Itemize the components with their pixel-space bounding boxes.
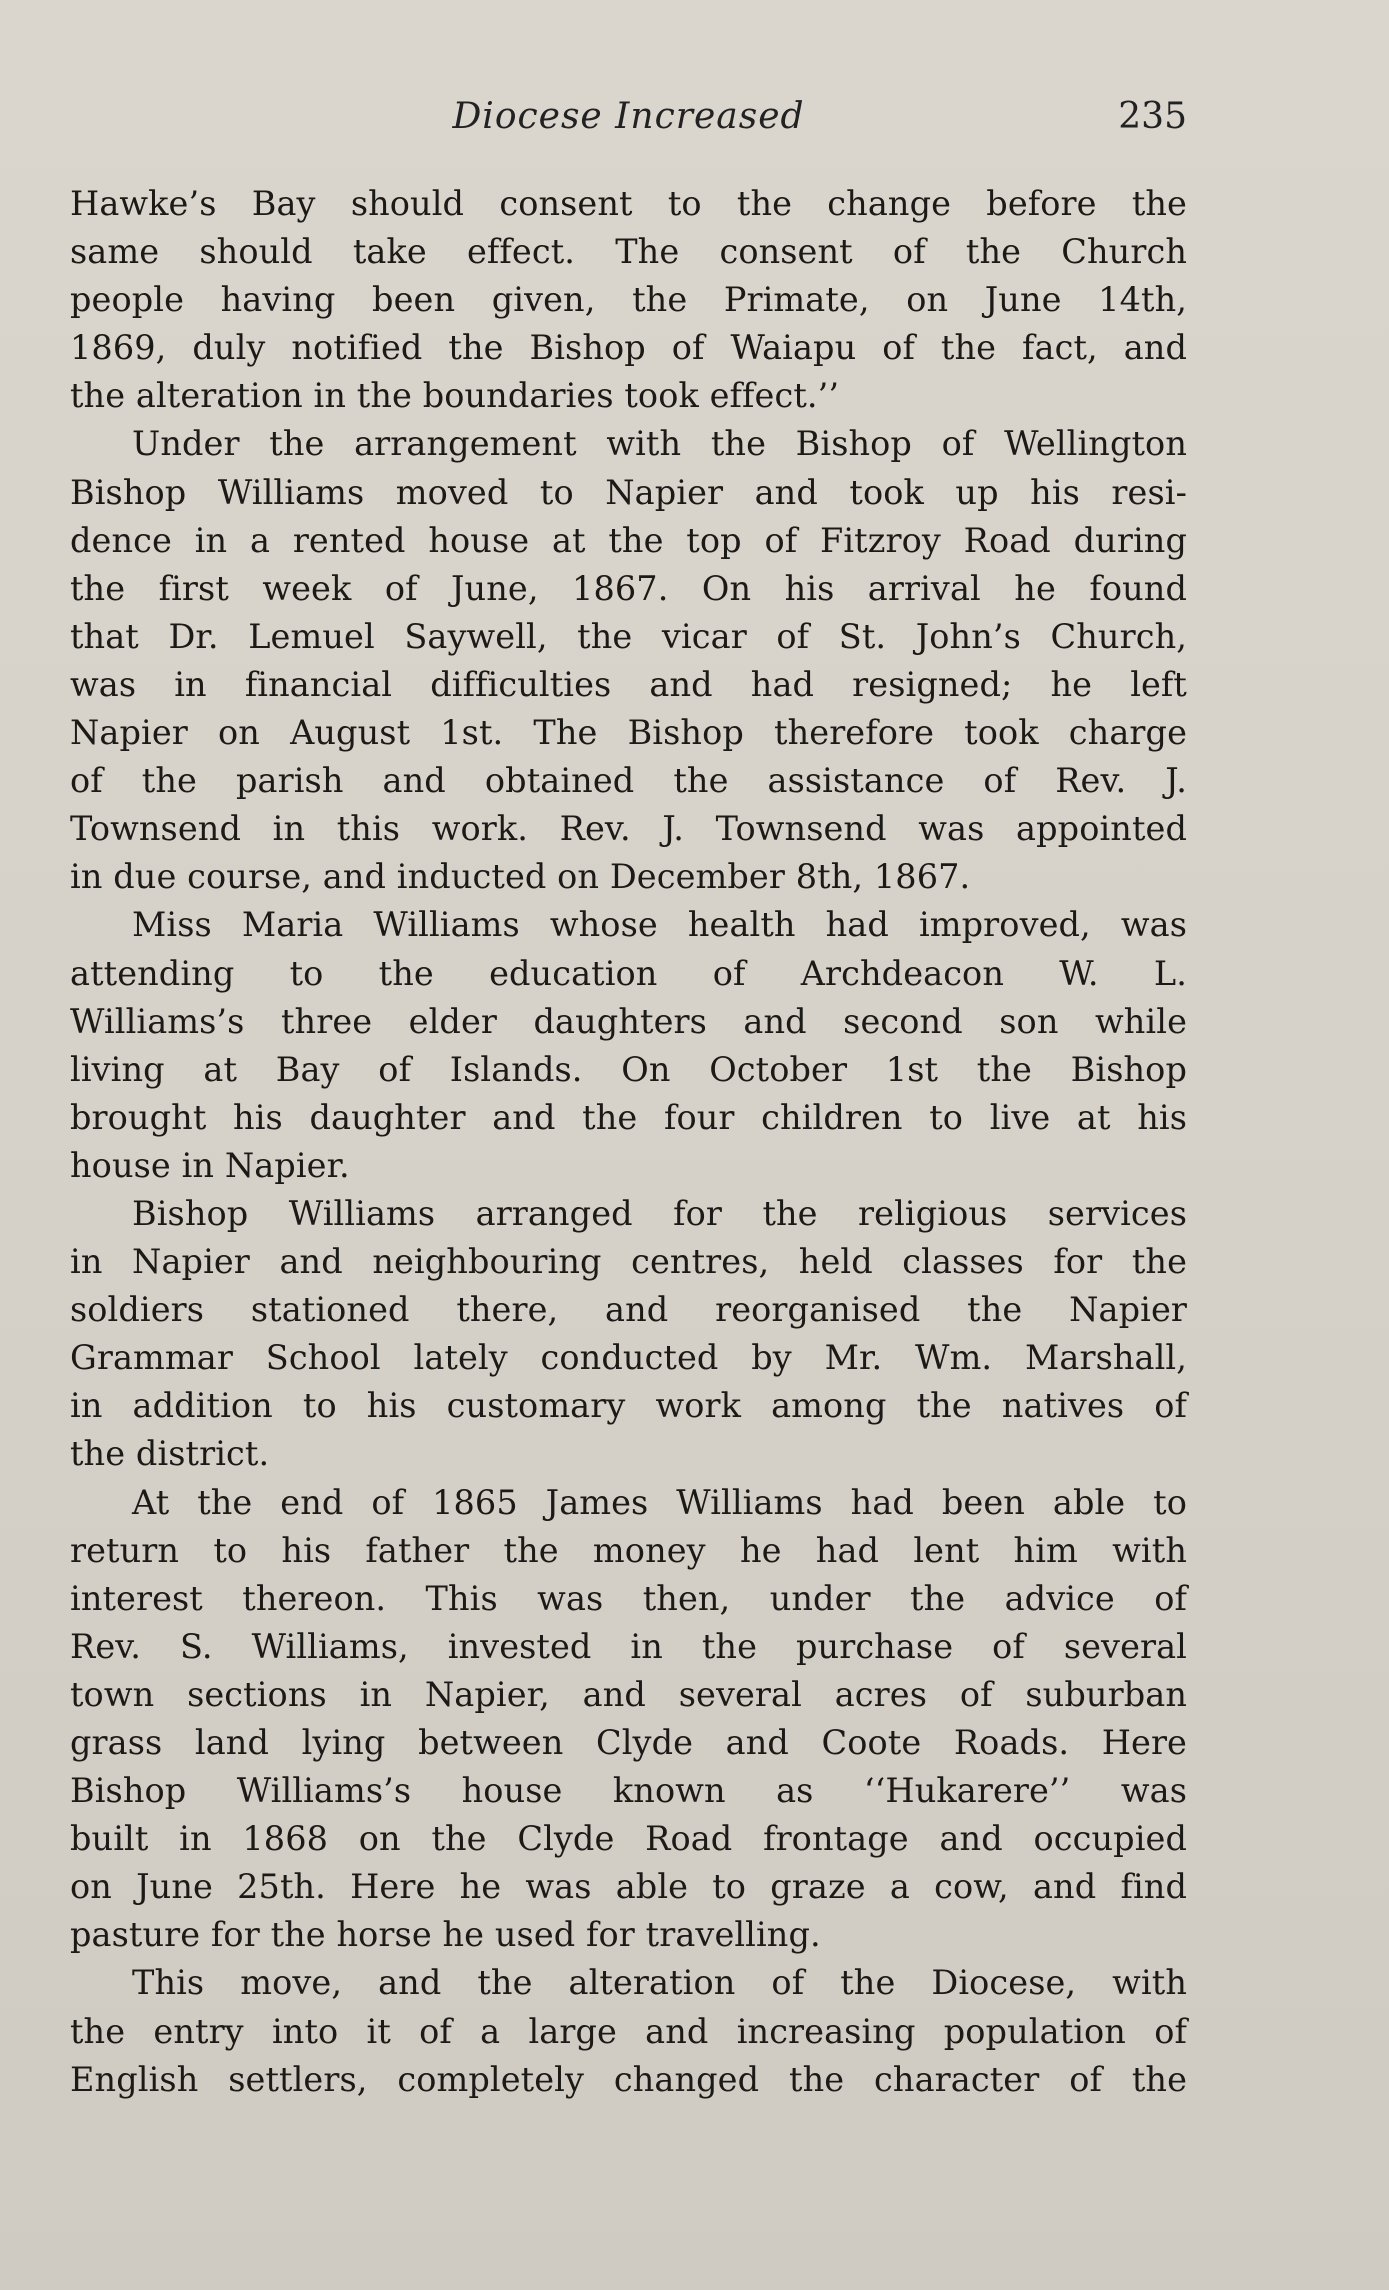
text-line: in due course, and inducted on December 8th, 1867. xyxy=(70,857,971,897)
text-line: This move, and the alteration of the Diocese, with xyxy=(132,1963,1187,2003)
text-line: Hawke’s Bay should consent to the change before the xyxy=(70,184,1187,223)
text-line: same should take effect. The consent of the Church xyxy=(70,232,1187,272)
text-line: Rev. S. Williams, invested in the purchase of several xyxy=(70,1626,1187,1666)
text-line: the entry into it of a large and increasing population of xyxy=(70,2011,1187,2051)
text-line: built in 1868 on the Clyde Road frontage and occupied xyxy=(70,1819,1187,1859)
text-line: Bishop Williams’s house known as ‘‘Hukarere’’ was xyxy=(70,1771,1187,1811)
text-line: Grammar School lately conducted by Mr. Wm. Marshall, xyxy=(70,1338,1187,1378)
text-line: house in Napier. xyxy=(70,1145,350,1185)
text-line: in Napier and neighbouring centres, held classes for the xyxy=(70,1242,1187,1282)
text-line: 1869, duly notified the Bishop of Waiapu of the fact, and xyxy=(70,328,1187,368)
text-line: Williams’s three elder daughters and second son while xyxy=(70,1001,1187,1041)
text-line: Napier on August 1st. The Bishop therefore took charge xyxy=(70,713,1187,753)
page-number: 235 xyxy=(1118,96,1187,137)
text-line: of the parish and obtained the assistance of Rev. J. xyxy=(70,761,1187,801)
text-line: pasture for the horse he used for travelling. xyxy=(70,1915,821,1955)
text-line: grass land lying between Clyde and Coote Roads. Here xyxy=(70,1723,1187,1762)
text-line: Bishop Williams moved to Napier and took up his resi- xyxy=(70,472,1187,512)
text-line: attending to the education of Archdeacon W. L. xyxy=(70,953,1187,993)
text-line: At the end of 1865 James Williams had been able to xyxy=(132,1482,1187,1522)
text-line: English settlers, completely changed the character of the xyxy=(70,2059,1187,2099)
text-line: was in financial difficulties and had resigned; he left xyxy=(70,664,1187,704)
text-line: the alteration in the boundaries took effect.’’ xyxy=(70,376,840,416)
text-line: Under the arrangement with the Bishop of Wellington xyxy=(132,424,1187,464)
body-text xyxy=(70,180,1187,2104)
text-line: Townsend in this work. Rev. J. Townsend was appointed xyxy=(70,809,1187,849)
text-line: Miss Maria Williams whose health had improved, was xyxy=(132,905,1187,945)
text-line: dence in a rented house at the top of Fitzroy Road during xyxy=(70,520,1187,560)
text-line: Bishop Williams arranged for the religious services xyxy=(132,1193,1187,1233)
text-line: that Dr. Lemuel Saywell, the vicar of St. John’s Church, xyxy=(70,616,1187,656)
text-line: living at Bay of Islands. On October 1st the Bishop xyxy=(70,1049,1187,1089)
running-head xyxy=(70,96,1187,156)
text-line: soldiers stationed there, and reorganised the Napier xyxy=(70,1290,1187,1330)
text-line: on June 25th. Here he was able to graze a cow, and find xyxy=(70,1867,1187,1907)
text-line: in addition to his customary work among the natives of xyxy=(70,1386,1187,1426)
text-line: return to his father the money he had lent him with xyxy=(70,1530,1187,1570)
text-line: brought his daughter and the four children to live at his xyxy=(70,1097,1187,1137)
text-line: interest thereon. This was then, under the advice of xyxy=(70,1578,1187,1618)
text-line: town sections in Napier, and several acres of suburban xyxy=(70,1674,1187,1714)
running-title: Diocese Increased xyxy=(452,96,805,137)
text-line: the district. xyxy=(70,1434,270,1474)
text-line: the first week of June, 1867. On his arrival he found xyxy=(70,568,1187,608)
text-line: people having been given, the Primate, on June 14th, xyxy=(70,280,1187,320)
